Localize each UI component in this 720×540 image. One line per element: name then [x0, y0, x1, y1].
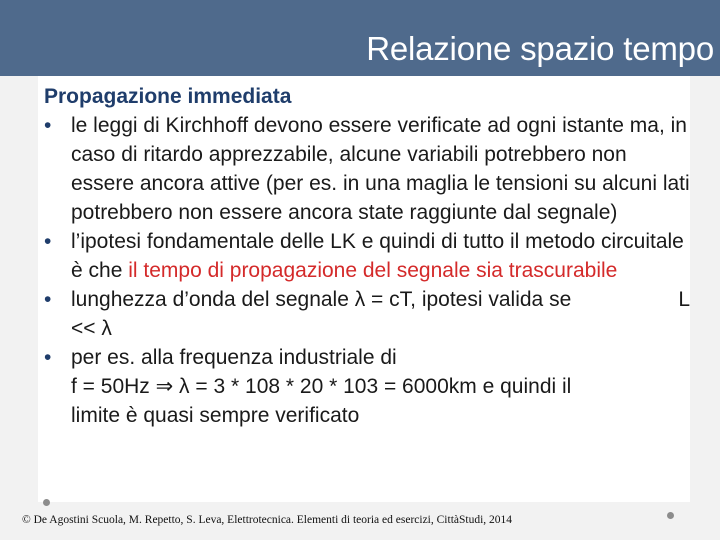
- bullet-text-end: L: [678, 288, 690, 311]
- bullet-icon: •: [44, 114, 52, 137]
- bullet-item-kirchhoff: [44, 111, 694, 227]
- bullet-item-hypothesis: [44, 227, 694, 285]
- bullet-icon: •: [44, 346, 52, 369]
- bullet-icon: •: [44, 230, 52, 253]
- bullet-text: le leggi di Kirchhoff devono essere verificate ad ogni istante ma, in caso di ritardo apprezzabile, alcune variabili potrebbero non essere ancora attive (per es. in una maglia le tensioni su alcuni lati potrebbero non essere ancora state raggiunte dal segnale): [71, 114, 690, 224]
- section-heading: Propagazione immediata: [44, 85, 292, 108]
- copyright-footer: © De Agostini Scuola, M. Repetto, S. Leva, Elettrotecnica. Elementi di teoria ed esercizi, CittàStudi, 2014: [22, 514, 513, 526]
- highlighted-text: il tempo di propagazione del segnale sia trascurabile: [128, 259, 618, 282]
- bullet-text-line2: f = 50Hz ⇒ λ = 3 * 108 * 20 * 103 = 6000km e quindi il: [71, 375, 572, 398]
- title-bar: [0, 0, 720, 76]
- bullet-text-line2: << λ: [71, 317, 112, 340]
- slide-body: [44, 82, 694, 430]
- bullet-text: lunghezza d’onda del segnale λ = cT, ipotesi valida se: [71, 288, 572, 311]
- bullet-text: per es. alla frequenza industriale di: [71, 346, 397, 369]
- bullet-list: [44, 111, 694, 430]
- bullet-icon: •: [44, 288, 52, 311]
- bullet-text: l’ipotesi fondamentale delle LK e quindi di tutto il metodo circuitale è che: [71, 230, 684, 282]
- bullet-item-frequency: [44, 343, 694, 430]
- decorative-dot-icon: [667, 512, 674, 519]
- bullet-text-line3: limite è quasi sempre verificato: [71, 404, 360, 427]
- slide-title: Relazione spazio tempo: [366, 30, 714, 67]
- decorative-dot-icon: [43, 499, 50, 506]
- bullet-item-wavelength: [44, 285, 694, 343]
